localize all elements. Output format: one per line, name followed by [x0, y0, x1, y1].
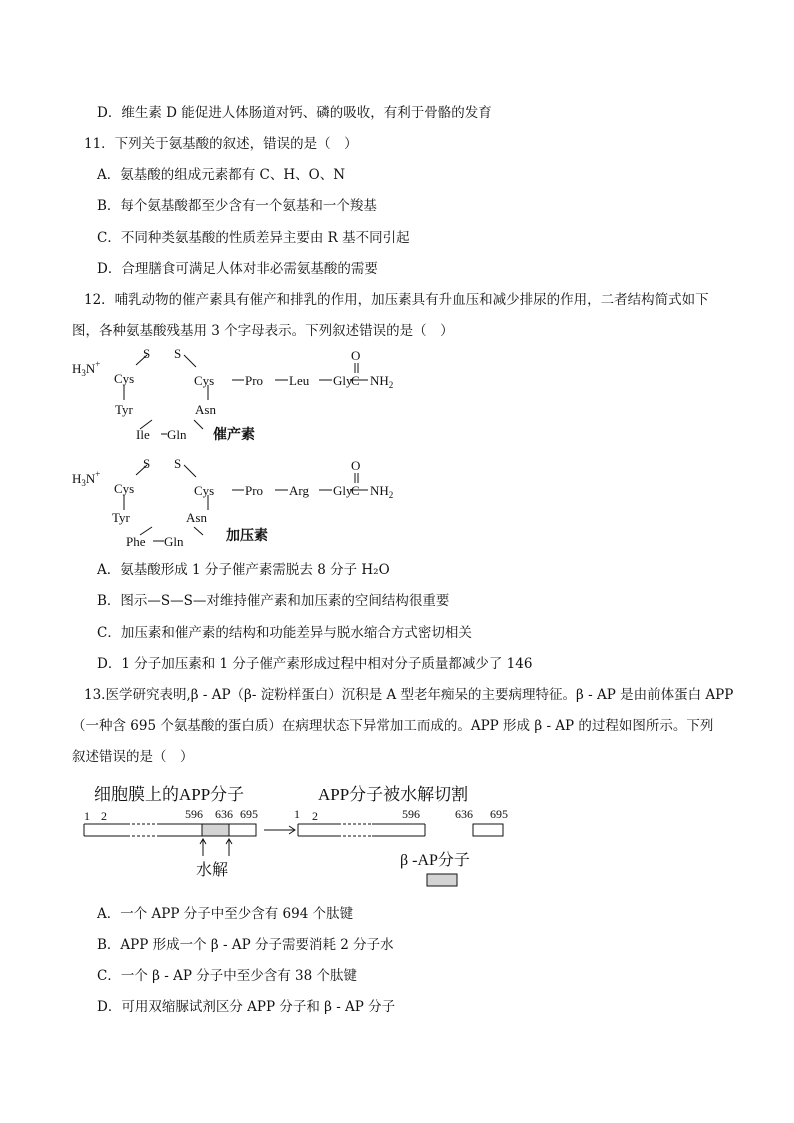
- q12-option-a: A．氨基酸形成 1 分子催产素需脱去 8 分子 H₂O: [97, 562, 390, 578]
- vasopressin-h3n-sup: +: [95, 469, 101, 479]
- oxytocin-leu: Leu: [289, 373, 310, 388]
- oxytocin-s2: S: [174, 346, 182, 361]
- oxytocin-c: C: [351, 373, 360, 388]
- svg-text:NH2: [370, 483, 393, 500]
- diagram-right-label-1: 1: [294, 807, 300, 821]
- oxytocin-h3n-n: N: [85, 361, 96, 376]
- oxytocin-ile: Ile: [136, 427, 150, 442]
- vasopressin-asn: Asn: [186, 510, 207, 525]
- diagram-label-2: 2: [101, 809, 107, 823]
- vasopressin-tyr: Tyr: [112, 510, 130, 525]
- diagram-right-title: APP分子被水解切割: [318, 785, 469, 804]
- q11-stem: 11．下列关于氨基酸的叙述，错误的是（ ）: [84, 136, 358, 152]
- vasopressin-gly: Gly: [333, 483, 353, 498]
- oxytocin-s1: S: [143, 346, 151, 361]
- oxytocin-o: O: [351, 348, 361, 363]
- diagram-right-label-2: 2: [312, 809, 318, 823]
- oxytocin-gln: Gln: [167, 427, 187, 442]
- diagram-label-636: 636: [215, 807, 233, 821]
- svg-text:H3N+: [72, 469, 100, 488]
- vasopressin-phe: Phe: [126, 534, 146, 549]
- diagram-right-label-636: 636: [455, 807, 473, 821]
- vasopressin-gln: Gln: [164, 534, 184, 549]
- svg-text:NH2: [370, 373, 393, 390]
- diagram-right-label-695: 695: [490, 807, 508, 821]
- oxytocin-nh2: NH: [370, 373, 389, 388]
- q13-option-c: C．一个 β - AP 分子中至少含有 38 个肽键: [97, 968, 357, 984]
- vasopressin-s2: S: [174, 456, 182, 471]
- q10-option-d: D．维生素 D 能促进人体肠道对钙、磷的吸收，有利于骨骼的发育: [97, 105, 492, 121]
- oxytocin-h3n-h: H: [72, 361, 82, 376]
- q13-option-b: B．APP 形成一个 β - AP 分子需要消耗 2 分子水: [97, 937, 394, 953]
- vasopressin-c: C: [351, 483, 360, 498]
- diagram-hydrolysis-label: 水解: [196, 862, 229, 879]
- q12-stem-line1: 12．哺乳动物的催产素具有催产和排乳的作用，加压素具有升血压和减少排尿的作用，二者结构简式如下: [84, 292, 709, 308]
- q13-option-a: A．一个 APP 分子中至少含有 694 个肽键: [97, 906, 354, 922]
- diagram-label-1: 1: [84, 809, 90, 823]
- q11-option-c: C．不同种类氨基酸的性质差异主要由 R 基不同引起: [97, 230, 410, 246]
- q12-stem-line2: 图，各种氨基酸残基用 3 个字母表示。下列叙述错误的是（ ）: [72, 323, 454, 339]
- q12-option-c: C．加压素和催产素的结构和功能差异与脱水缩合方式密切相关: [97, 625, 472, 641]
- q11-option-b: B．每个氨基酸都至少含有一个氨基和一个羧基: [97, 198, 377, 214]
- diagram-label-695: 695: [240, 807, 258, 821]
- app-cleavage-diagram: [72, 776, 532, 891]
- oxytocin-pro: Pro: [245, 373, 264, 388]
- vasopressin-h3n-n: N: [85, 471, 96, 486]
- oxytocin-name: 催产素: [213, 428, 255, 443]
- vasopressin-pro: Pro: [245, 483, 264, 498]
- diagram-left-title: 细胞膜上的APP分子: [94, 785, 245, 804]
- vasopressin-name: 加压素: [226, 529, 268, 544]
- oxytocin-structure: [68, 345, 428, 445]
- q11-option-d: D．合理膳食可满足人体对非必需氨基酸的需要: [97, 261, 378, 277]
- vasopressin-o: O: [351, 458, 361, 473]
- vasopressin-structure: [68, 455, 428, 555]
- vasopressin-h3n-sub: 3: [81, 478, 86, 488]
- oxytocin-cys2: Cys: [194, 373, 215, 388]
- q11-option-a: A．氨基酸的组成元素都有 C、H、O、N: [97, 167, 346, 183]
- vasopressin-h3n-h: H: [72, 471, 82, 486]
- oxytocin-asn: Asn: [195, 402, 216, 417]
- oxytocin-gly: Gly: [333, 373, 353, 388]
- vasopressin-nh2-sub: 2: [388, 490, 394, 500]
- oxytocin-nh2-sub: 2: [388, 380, 394, 390]
- vasopressin-arg: Arg: [289, 483, 309, 498]
- oxytocin-h3n-sup: +: [95, 359, 101, 369]
- vasopressin-cys1: Cys: [114, 481, 135, 496]
- diagram-label-596: 596: [185, 807, 203, 821]
- vasopressin-s1: S: [143, 456, 151, 471]
- q13-stem-line2: （一种含 695 个氨基酸的蛋白质）在病理状态下异常加工而成的。APP 形成 β - AP 的过程如图所示。下列: [72, 718, 714, 734]
- oxytocin-cys1: Cys: [114, 371, 135, 386]
- q13-stem-line1: 13.医学研究表明,β - AP（β- 淀粉样蛋白）沉积是 A 型老年痴呆的主要病理特征。β - AP 是由前体蛋白 APP: [84, 687, 734, 703]
- vasopressin-cys2: Cys: [194, 483, 215, 498]
- diagram-right-label-596: 596: [402, 807, 420, 821]
- oxytocin-tyr: Tyr: [115, 402, 133, 417]
- q12-option-d: D．1 分子加压素和 1 分子催产素形成过程中相对分子质量都减少了 146: [97, 656, 533, 672]
- diagram-bap-label: β -AP分子: [400, 852, 470, 869]
- svg-text:H3N+: [72, 359, 100, 378]
- q12-option-b: B．图示—S—S—对维持催产素和加压素的空间结构很重要: [97, 593, 450, 609]
- oxytocin-h3n-sub: 3: [81, 368, 86, 378]
- vasopressin-nh2: NH: [370, 483, 389, 498]
- q13-option-d: D．可用双缩脲试剂区分 APP 分子和 β - AP 分子: [97, 999, 396, 1015]
- q13-stem-line3: 叙述错误的是（ ）: [72, 749, 194, 765]
